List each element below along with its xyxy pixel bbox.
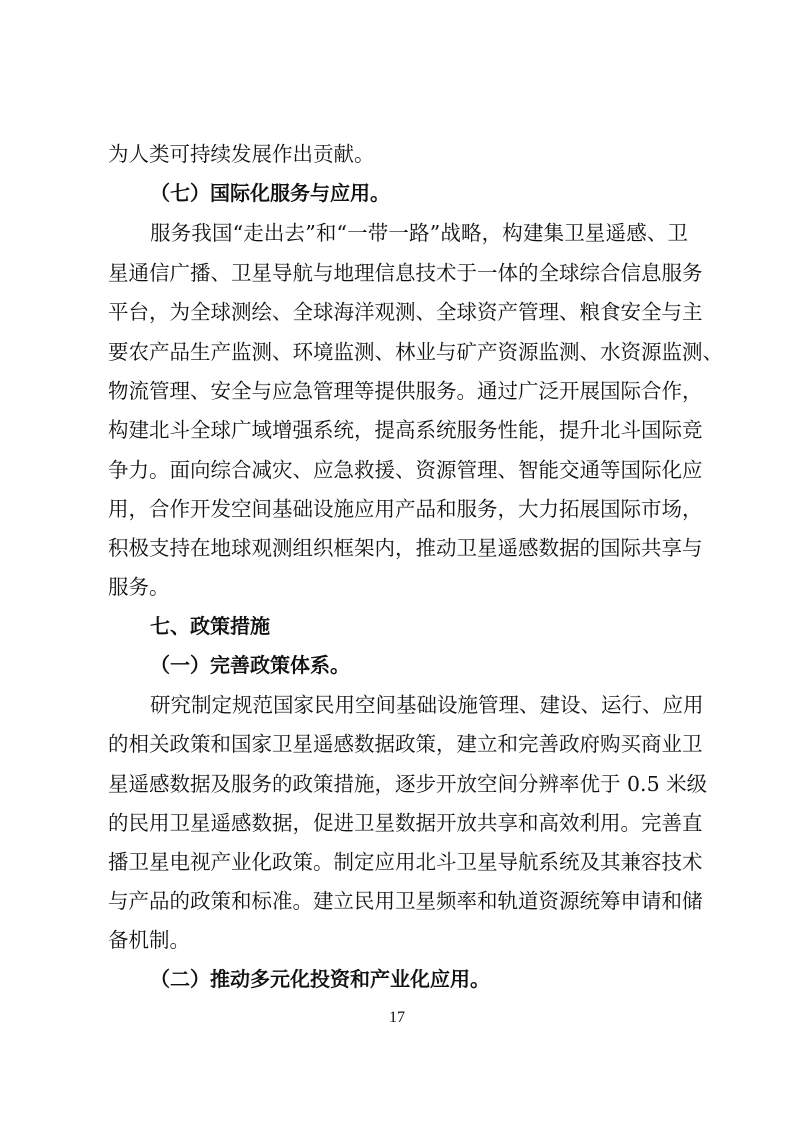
paragraph-line: 用，合作开发空间基础设施应用产品和服务，大力拓展国际市场， <box>108 497 703 521</box>
page-number: 17 <box>389 1009 405 1026</box>
paragraph-line: 研究制定规范国家民用空间基础设施管理、建设、运行、应用 <box>150 693 704 717</box>
paragraph-line: 服务。 <box>108 575 170 599</box>
section-heading-investment: （二）推动多元化投资和产业化应用。 <box>150 967 490 991</box>
paragraph-line: 平台，为全球测绘、全球海洋观测、全球资产管理、粮食安全与主 <box>108 300 703 324</box>
paragraph-line: 星通信广播、卫星导航与地理信息技术于一体的全球综合信息服务 <box>108 261 703 285</box>
paragraph-line: 为人类可持续发展作出贡献。 <box>108 142 375 166</box>
paragraph-line: 备机制。 <box>108 928 190 952</box>
section-heading-policy-system: （一）完善政策体系。 <box>150 653 350 677</box>
paragraph-line: 要农产品生产监测、环境监测、林业与矿产资源监测、水资源监测、 <box>108 340 723 364</box>
paragraph-line: 与产品的政策和标准。建立民用卫星频率和轨道资源统筹申请和储 <box>108 889 703 913</box>
paragraph-line: 物流管理、安全与应急管理等提供服务。通过广泛开展国际合作， <box>108 379 703 403</box>
paragraph-line: 构建北斗全球广域增强系统，提高系统服务性能，提升北斗国际竞 <box>108 418 703 442</box>
paragraph-line: 服务我国“走出去”和“一带一路”战略，构建集卫星遥感、卫 <box>150 221 688 245</box>
paragraph-line: 争力。面向综合减灾、应急救援、资源管理、智能交通等国际化应 <box>108 458 703 482</box>
paragraph-line: 星遥感数据及服务的政策措施，逐步开放空间分辨率优于 0.5 米级 <box>108 772 708 796</box>
chapter-heading-policy-measures: 七、政策措施 <box>150 614 270 638</box>
paragraph-line: 的相关政策和国家卫星遥感数据政策，建立和完善政府购买商业卫 <box>108 732 703 756</box>
paragraph-line: 积极支持在地球观测组织框架内，推动卫星遥感数据的国际共享与 <box>108 536 703 560</box>
paragraph-line: 播卫星电视产业化政策。制定应用北斗卫星导航系统及其兼容技术 <box>108 850 703 874</box>
section-heading-intl-services: （七）国际化服务与应用。 <box>150 181 390 205</box>
paragraph-line: 的民用卫星遥感数据，促进卫星数据开放共享和高效利用。完善直 <box>108 811 703 835</box>
